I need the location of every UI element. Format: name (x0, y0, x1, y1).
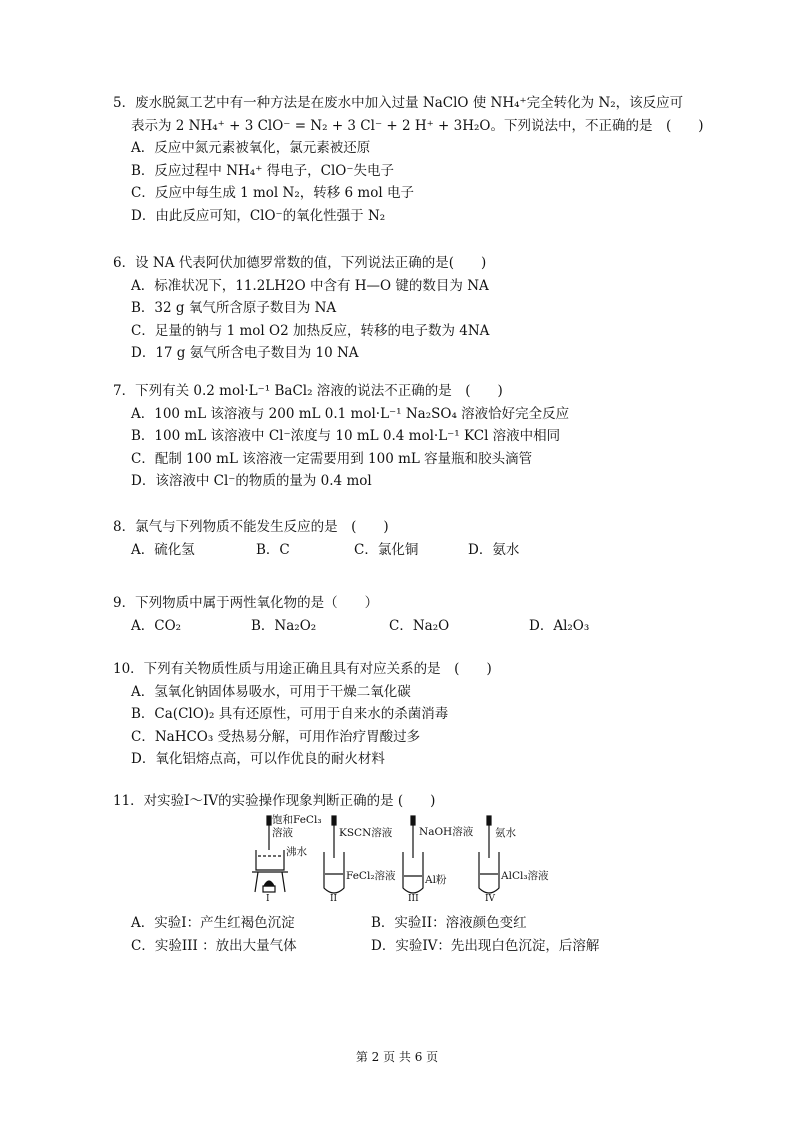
test-tube (403, 852, 423, 893)
options-row (113, 912, 673, 935)
option-a: A．实验I：产生红褐色沉淀 (131, 915, 295, 931)
option-d: D．Al₂O₃ (529, 617, 590, 634)
option-d: D．氨水 (468, 541, 520, 558)
option-c: C．氯化铜 (354, 541, 419, 558)
options-row (113, 615, 673, 638)
option-c: C．Na₂O (389, 617, 450, 634)
option-c: C．实验III ：放出大量气体 (131, 937, 297, 954)
option-a: A．硫化氢 (131, 541, 195, 558)
option-a: A．100 mL 该溶液与 200 mL 0.1 mol·L⁻¹ Na₂SO₄ 溶液恰好完全反应 (131, 405, 570, 422)
option-a: A．反应中氮元素被氧化，氯元素被还原 (131, 140, 371, 157)
question-11-options (113, 912, 673, 957)
flame (264, 881, 274, 886)
dropper-bulb (332, 816, 336, 825)
reagent-label: KSCN溶液 (339, 827, 393, 839)
reagent-label: NaOH溶液 (419, 826, 474, 838)
experiment-figure (250, 814, 580, 904)
experiment-numeral: II (330, 894, 338, 904)
question-11 (113, 790, 673, 813)
option-c: C．反应中每生成 1 mol N₂，转移 6 mol 电子 (131, 185, 414, 202)
option-c: C．NaHCO₃ 受热易分解，可用作治疗胃酸过多 (131, 728, 421, 745)
option-a: A．CO₂ (131, 617, 182, 634)
option-d: D．由此反应可知，ClO⁻的氧化性强于 N₂ (131, 207, 386, 224)
reagent-label: FeCl₂溶液 (346, 870, 396, 882)
options-row (113, 539, 673, 562)
option-b: B．32 g 氧气所含原子数目为 NA (131, 300, 337, 317)
question-stem: 9．下列物质中属于两性氧化物的是（ ） (113, 595, 379, 611)
experiment-numeral: IV (485, 894, 496, 904)
experiment-numeral: I (266, 894, 270, 904)
option-d: D．氧化铝熔点高，可以作优良的耐火材料 (131, 751, 385, 768)
question-stem: 8．氯气与下列物质不能发生反应的是 ( ) (113, 519, 389, 535)
test-tube (324, 852, 344, 893)
question-10 (113, 658, 673, 771)
option-b: B．反应过程中 NH₄⁺ 得电子，ClO⁻失电子 (131, 162, 394, 179)
option-b: B．实验II：溶液颜色变红 (371, 915, 527, 931)
question-stem: 11．对实验I～IV的实验操作现象判断正确的是 ( ) (113, 793, 436, 809)
dropper-bulb (267, 816, 271, 825)
reagent-label: 氨水 (495, 827, 516, 839)
reagent-label: 饱和FeCl₃ (272, 814, 322, 826)
question-7 (113, 380, 673, 493)
options-row (113, 935, 673, 958)
question-stem: 10．下列有关物质性质与用途正确且具有对应关系的是 ( ) (113, 661, 492, 677)
beaker (256, 850, 284, 870)
question-stem: 7．下列有关 0.2 mol·L⁻¹ BaCl₂ 溶液的说法不正确的是 ( ) (113, 383, 503, 399)
option-b: B．Na₂O₂ (251, 617, 317, 634)
option-b: B．C (256, 541, 290, 558)
option-b: B．Ca(ClO)₂ 具有还原性，可用于自来水的杀菌消毒 (131, 706, 449, 723)
option-a: A．氢氧化钠固体易吸水，可用于干燥二氧化碳 (131, 683, 411, 700)
question-stem: 5．废水脱氮工艺中有一种方法是在废水中加入过量 NaClO 使 NH₄⁺完全转化为 N₂，该反应可 (113, 95, 684, 111)
experiment-numeral: III (408, 894, 419, 904)
option-a: A．标准状况下，11.2LH2O 中含有 H—O 键的数目为 NA (131, 277, 489, 294)
option-c: C．足量的钠与 1 mol O2 加热反应，转移的电子数为 4NA (131, 322, 490, 339)
dropper-bulb (411, 816, 415, 825)
option-b: B．100 mL 该溶液中 Cl⁻浓度与 10 mL 0.4 mol·L⁻¹ KCl 溶液中相同 (131, 428, 561, 445)
dropper-bulb (487, 816, 491, 825)
experiment-apparatus (250, 814, 580, 904)
test-tube (479, 852, 499, 893)
question-stem: 表示为 2 NH₄⁺ + 3 ClO⁻ = N₂ + 3 Cl⁻ + 2 H⁺ + 3H₂O。下列说法中，不正确的是 ( ) (131, 117, 704, 134)
page-footer: 第 2 页 共 6 页 (355, 1050, 439, 1064)
reagent-label: 溶液 (272, 827, 293, 839)
question-9 (113, 592, 673, 637)
question-5 (113, 92, 704, 228)
option-d: D．该溶液中 Cl⁻的物质的量为 0.4 mol (131, 473, 372, 490)
burner (263, 886, 275, 892)
tripod-leg (255, 872, 258, 892)
reagent-label: Al粉 (425, 874, 447, 886)
question-8 (113, 516, 673, 561)
reagent-label: AlCl₃溶液 (501, 870, 549, 882)
question-6 (113, 252, 673, 365)
question-stem: 6．设 NA 代表阿伏加德罗常数的值，下列说法正确的是( ) (113, 255, 487, 271)
option-d: D．17 g 氨气所含电子数目为 10 NA (131, 345, 359, 362)
option-c: C．配制 100 mL 该溶液一定需要用到 100 mL 容量瓶和胶头滴管 (131, 450, 533, 467)
option-d: D．实验IV：先出现白色沉淀，后溶解 (371, 937, 600, 954)
tripod-leg (282, 872, 285, 892)
reagent-label: 沸水 (286, 846, 307, 858)
